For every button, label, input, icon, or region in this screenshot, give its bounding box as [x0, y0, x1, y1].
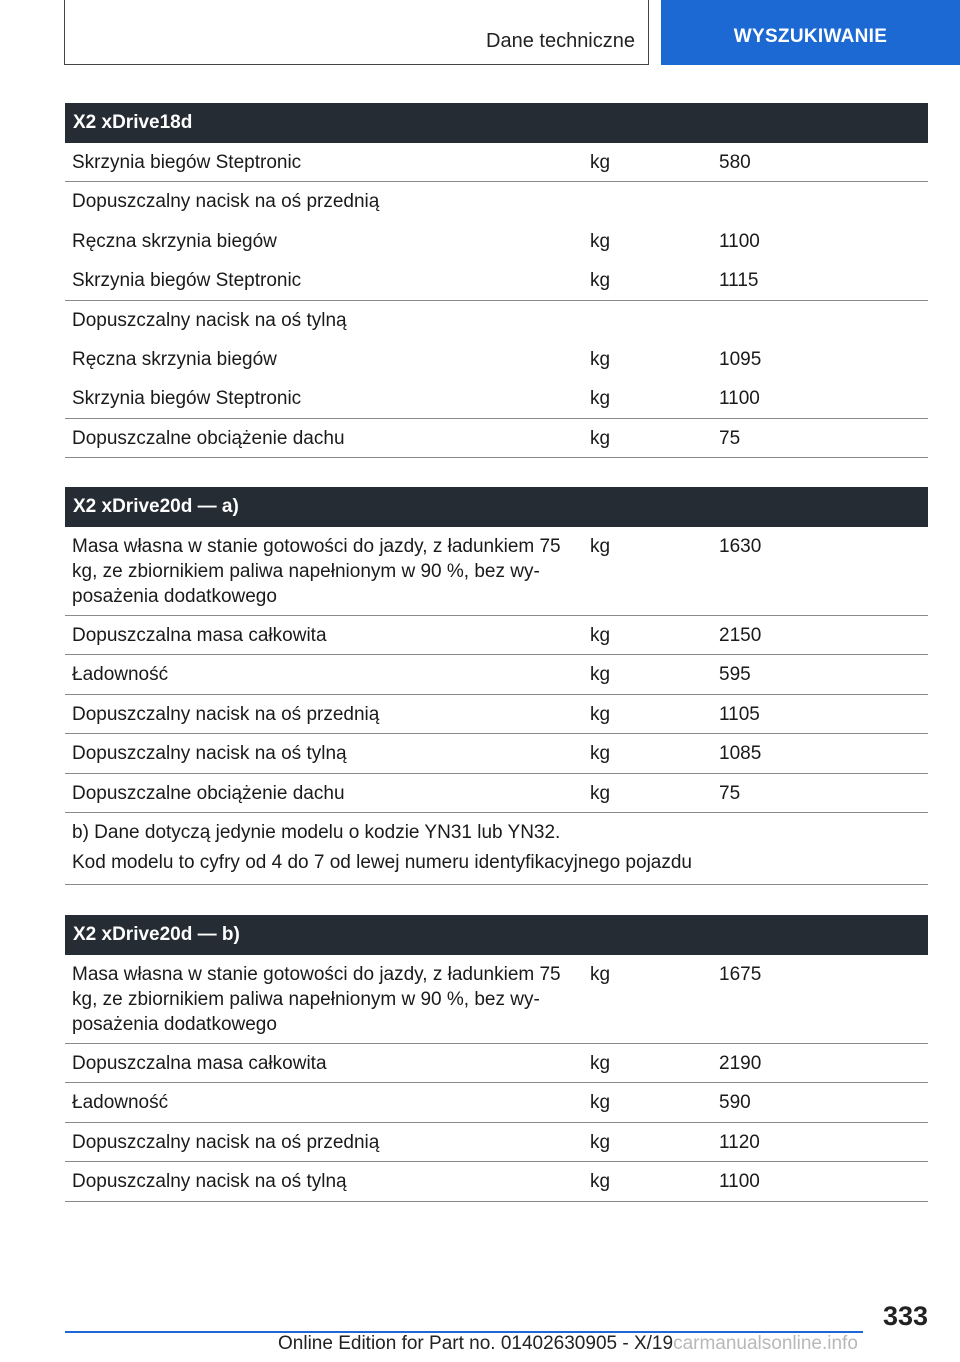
row-unit: kg [590, 1092, 611, 1114]
row-label: Dopuszczalny nacisk na oś przednią [72, 191, 380, 213]
row-label: Masa własna w stanie gotowości do jazdy, z ładunkiem 75 kg, ze zbiornikiem paliwa napełnionym w 90 %, bez wyposażenia dodatkowego [72, 964, 561, 1035]
row-value: 75 [719, 782, 741, 804]
row-value: 595 [719, 664, 751, 686]
edition-text: Online Edition for Part no. 01402630905 - X/19 [278, 1333, 674, 1354]
row-value: 1120 [719, 1131, 760, 1153]
table-row [65, 955, 928, 1044]
footnote-line: b) Dane dotyczą jedynie modelu o kodzie YN31 lub YN32. [72, 821, 561, 843]
table-row [65, 419, 928, 458]
table-row [65, 379, 928, 418]
search-button[interactable]: WYSZUKIWANIE [661, 0, 960, 65]
row-label: Ręczna skrzynia biegów [72, 230, 277, 252]
row-label: Dopuszczalne obciążenie dachu [72, 782, 345, 804]
table-row [65, 734, 928, 773]
row-unit: kg [590, 964, 611, 985]
footnote-line: Kod modelu to cyfry od 4 do 7 od lewej numeru identyfikacyjnego pojazdu [72, 851, 692, 873]
row-value: 1105 [719, 703, 760, 725]
table-row [65, 1083, 928, 1122]
row-value: 2150 [719, 625, 762, 646]
row-unit: kg [590, 230, 611, 252]
row-unit: kg [590, 388, 611, 410]
row-unit: kg [590, 625, 611, 646]
table-row [65, 774, 928, 813]
header-title-box [64, 0, 649, 65]
row-unit: kg [590, 152, 611, 173]
row-value: 590 [719, 1092, 751, 1114]
row-unit: kg [590, 270, 611, 292]
row-unit: kg [590, 427, 611, 449]
table-heading: X2 xDrive18d [65, 103, 928, 143]
row-label: Masa własna w stanie gotowości do jazdy, z ładunkiem 75 kg, ze zbiornikiem paliwa napełnionym w 90 %, bez wyposażenia dodatkowego [72, 536, 561, 607]
row-label: Dopuszczalna masa całkowita [72, 625, 327, 646]
table-heading: X2 xDrive20d — b) [65, 915, 928, 955]
row-value: 1115 [719, 270, 759, 292]
row-unit [582, 308, 711, 340]
footer-edition-line [278, 1333, 858, 1355]
row-value: 1100 [719, 230, 760, 252]
row-value: 580 [719, 152, 751, 173]
row-value: 1085 [719, 743, 762, 765]
table-heading: X2 xDrive20d — a) [65, 487, 928, 527]
table-row [65, 301, 928, 340]
page-section-title: Dane techniczne [486, 30, 635, 52]
watermark: carmanualsonline.info [673, 1333, 858, 1354]
table-row [65, 695, 928, 734]
row-label: Dopuszczalny nacisk na oś tylną [72, 1171, 347, 1193]
row-value: 1100 [719, 388, 760, 410]
table-row [65, 527, 928, 616]
row-value: 1675 [719, 964, 762, 985]
row-label: Skrzynia biegów Steptronic [72, 152, 302, 173]
spec-table-xdrive18d [65, 103, 928, 458]
row-label: Skrzynia biegów Steptronic [72, 388, 302, 410]
row-unit: kg [590, 743, 611, 765]
spec-table-xdrive20d-b [65, 915, 928, 1202]
table-row [65, 143, 928, 182]
table-footnote [65, 813, 928, 885]
page-number: 333 [882, 1301, 928, 1331]
row-label: Dopuszczalny nacisk na oś tylną [72, 743, 347, 765]
table-row [65, 616, 928, 655]
row-value: 1630 [719, 536, 762, 557]
row-value [711, 308, 928, 340]
row-unit: kg [590, 1131, 611, 1153]
row-value: 1095 [719, 348, 762, 370]
row-unit: kg [590, 536, 611, 557]
table-row [65, 1044, 928, 1083]
row-unit: kg [590, 1171, 611, 1193]
row-label: Ładowność [72, 664, 169, 686]
table-row [65, 182, 928, 221]
table-row [65, 1123, 928, 1162]
row-label: Dopuszczalne obciążenie dachu [72, 427, 345, 449]
table-row [65, 1162, 928, 1201]
row-unit [582, 189, 711, 221]
row-label: Skrzynia biegów Steptronic [72, 270, 302, 292]
row-label: Ręczna skrzynia biegów [72, 348, 277, 370]
row-label: Dopuszczalny nacisk na oś tylną [72, 309, 347, 331]
row-unit: kg [590, 1053, 611, 1074]
row-value: 75 [719, 427, 741, 449]
row-unit: kg [590, 348, 611, 370]
row-label: Dopuszczalny nacisk na oś przednią [72, 1131, 380, 1153]
table-row [65, 655, 928, 694]
row-value: 2190 [719, 1053, 762, 1074]
row-unit: kg [590, 703, 611, 725]
row-label: Dopuszczalny nacisk na oś przednią [72, 703, 380, 725]
table-row [65, 261, 928, 300]
row-value: 1100 [719, 1171, 760, 1193]
row-label: Ładowność [72, 1092, 169, 1114]
table-row [65, 222, 928, 261]
table-row [65, 340, 928, 379]
row-unit: kg [590, 782, 611, 804]
spec-table-xdrive20d-a [65, 487, 928, 885]
row-label: Dopuszczalna masa całkowita [72, 1053, 327, 1074]
row-unit: kg [590, 664, 611, 686]
row-value [711, 189, 928, 221]
